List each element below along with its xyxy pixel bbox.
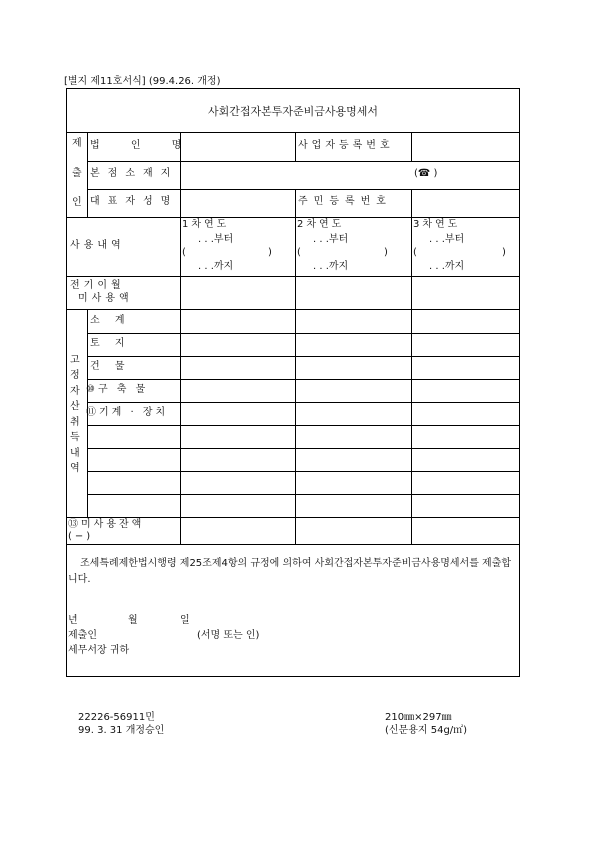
form-reference: [별지 제11호서식] (99.4.26. 개정) <box>64 76 221 87</box>
year2-title: 2차연도 <box>297 219 345 230</box>
address-label: 본점소재지 <box>90 168 179 179</box>
fixed-assets-side-3: 자 <box>70 386 80 397</box>
rep-name-label: 대표자성명 <box>90 196 179 207</box>
addressee: 세무서장 귀하 <box>68 645 130 656</box>
machinery-label: ⑪기계 · 장치 <box>86 407 169 418</box>
year3-from[interactable]: . . .부터 <box>429 234 465 245</box>
fixed-assets-side-7: 내 <box>70 448 80 459</box>
usage-label: 사용내역 <box>70 240 125 251</box>
submitter-label: 제출인 <box>68 630 97 641</box>
fixed-assets-side-5: 취 <box>70 417 80 428</box>
year2-paren-open: ( <box>297 247 301 258</box>
biz-reg-no-field[interactable] <box>412 132 519 159</box>
applicant-side-label-2: 출 <box>72 168 82 179</box>
footer-approval: 99. 3. 31 개정승인 <box>78 725 165 736</box>
unused-balance-label-line2: (−) <box>68 531 94 542</box>
carryover-label-line2: 미사용액 <box>78 293 133 304</box>
statement-paragraph: 조세특례제한법시행령 제25조제4항의 규정에 의하여 사회간접자본투자준비금사용명세서를 제출합니다. <box>68 558 512 585</box>
corp-name-label: 법 인 명 <box>90 140 196 151</box>
subtotal-label: 소 계 <box>90 315 131 326</box>
year1-paren-open: ( <box>182 247 186 258</box>
address-field[interactable] <box>181 161 411 188</box>
form-title: 사회간접자본투자준비금사용명세서 <box>207 105 378 118</box>
year3-title: 3차연도 <box>413 219 461 230</box>
fixed-assets-side-4: 산 <box>70 401 80 412</box>
year2-from[interactable]: . . .부터 <box>313 234 349 245</box>
footer-form-number: 22226-56911민 <box>78 712 155 723</box>
date-day[interactable]: 일 <box>180 615 190 626</box>
phone-field[interactable]: (☎ ) <box>414 168 438 179</box>
year2-paren-close: ) <box>384 247 388 258</box>
year1-paren-close: ) <box>268 247 272 258</box>
structure-label: ⑩구 축 물 <box>86 384 149 395</box>
fixed-assets-side-6: 득 <box>70 432 80 443</box>
land-label: 토 지 <box>90 338 131 349</box>
signature-label[interactable]: (서명 또는 인) <box>197 630 260 641</box>
year3-to[interactable]: . . .까지 <box>429 261 465 272</box>
rep-name-field[interactable] <box>181 189 294 216</box>
fixed-assets-side-2: 정 <box>70 370 80 381</box>
year1-title: 1차연도 <box>182 219 230 230</box>
resident-no-field[interactable] <box>412 189 519 216</box>
fixed-assets-side-8: 역 <box>70 463 80 474</box>
footer-paper-type: (신문용지 54g/㎡) <box>385 725 468 736</box>
unused-balance-label-line1: ⑬미사용잔액 <box>68 519 145 530</box>
corp-name-field[interactable] <box>181 132 294 159</box>
applicant-side-label-1: 제 <box>72 138 82 149</box>
footer-paper-size: 210㎜×297㎜ <box>385 712 452 723</box>
year3-paren-close: ) <box>502 247 506 258</box>
applicant-side-label-3: 인 <box>72 197 82 208</box>
biz-reg-no-label: 사업자등록번호 <box>298 140 394 151</box>
building-label: 건 물 <box>90 361 131 372</box>
year1-from[interactable]: . . .부터 <box>198 234 234 245</box>
year1-to[interactable]: . . .까지 <box>198 261 234 272</box>
date-year[interactable]: 년 <box>68 615 78 626</box>
fixed-assets-side-1: 고 <box>70 355 80 366</box>
date-month[interactable]: 월 <box>128 615 138 626</box>
carryover-label-line1: 전기이월 <box>70 280 125 291</box>
resident-no-label: 주민등록번호 <box>298 196 392 207</box>
year3-paren-open: ( <box>413 247 417 258</box>
year2-to[interactable]: . . .까지 <box>313 261 349 272</box>
